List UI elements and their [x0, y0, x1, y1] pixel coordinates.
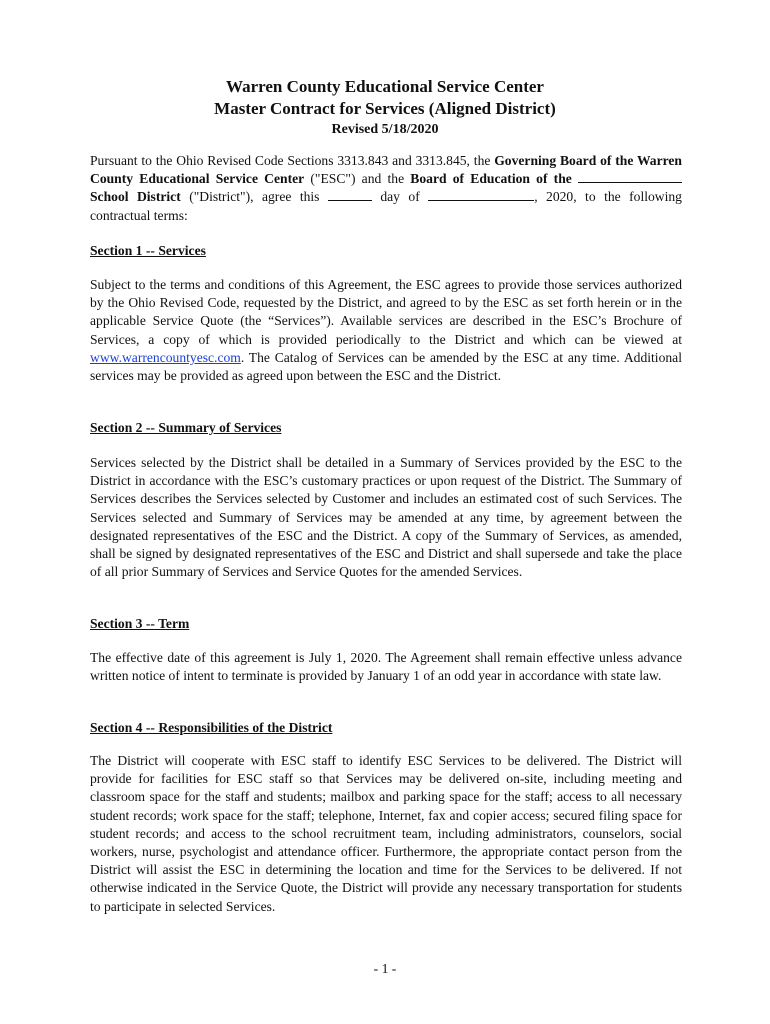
- section-3-text: The effective date of this agreement is July 1, 2020. The Agreement shall remain effective unless advance written notice of intent to terminate is provided by January 1 of an odd year in accordance with state law.: [90, 650, 682, 684]
- revision-date: Revised 5/18/2020: [331, 122, 439, 137]
- intro-paragraph: [90, 152, 682, 225]
- document-subtitle: Master Contract for Services (Aligned District): [214, 99, 556, 118]
- section-2-text: Services selected by the District shall be detailed in a Summary of Services provided by the ESC to the District in accordance with the ESC’s customary practices or upon request of the District. The Summary of Services describes the Services selected by Customer and includes an estimated cost of such Services. The Services selected and Summary of Services may be amended at any time, by agreement between the designated representatives of the ESC and the District. A copy of the Summary of Services, as amended, shall be signed by designated representatives of the ESC and District and shall supersede and take the place of all prior Summary of Services and Service Quotes for the amended Services.: [90, 455, 682, 580]
- section-1-heading: Section 1 -- Services: [90, 243, 206, 258]
- section-3-heading: Section 3 -- Term: [90, 616, 190, 631]
- document-title: Warren County Educational Service Center: [226, 77, 544, 96]
- document-header: [0, 76, 770, 140]
- intro-text: Pursuant to the Ohio Revised Code Sections 3313.843 and 3313.845, the: [90, 153, 495, 168]
- section-4-text: The District will cooperate with ESC staff to identify ESC Services to be delivered. The District will provide for facilities for ESC staff so that Services may be delivered on-site, including meeting and classroom space for the staff and students; mailbox and parking space for the staff; access to all necessary student records; work space for the staff; telephone, Internet, fax and copier access; secured filing space for student records; and access to the school recruitment team, including administrators, counselors, social workers, nurse, psychologist and attendance officer. Furthermore, the appropriate contact person from the District will assist the ESC in determining the location and time for the Services to be delivered. If not otherwise indicated in the Service Quote, the District will provide any necessary transportation for students to participate in selected Services.: [90, 753, 682, 914]
- intro-text: ("ESC") and the: [304, 171, 411, 187]
- section-4-heading: Section 4 -- Responsibilities of the District: [90, 720, 333, 735]
- intro-bold-district-board: Board of Education of the: [410, 171, 572, 187]
- section-1-text: Subject to the terms and conditions of this Agreement, the ESC agrees to provide those services authorized by the Ohio Revised Code, requested by the District, and agreed to by the ESC as set forth herein or in the applicable Service Quote (the “Services”). Available services are described in the ESC’s Brochure of Services, a copy of which is provided periodically to the District and which can be viewed at www.warrencountyesc.com. The Catalog of Services can be amended by the ESC at any time. Additional services may be provided as agreed upon between the ESC and the District.: [90, 277, 682, 384]
- day-blank[interactable]: [328, 188, 372, 201]
- section-2-heading: Section 2 -- Summary of Services: [90, 420, 282, 435]
- esc-website-link[interactable]: www.warrencountyesc.com: [90, 349, 241, 365]
- intro-text: ("District"), agree this: [180, 189, 328, 205]
- intro-text: day of: [371, 189, 429, 205]
- month-blank[interactable]: [428, 188, 534, 201]
- district-name-blank[interactable]: [578, 170, 682, 183]
- page-number: - 1 -: [373, 961, 397, 976]
- intro-text: , 2020, to the following contractual terms:: [90, 189, 682, 223]
- intro-bold-school-district: School District: [90, 189, 181, 205]
- intro-bold-esc-board: Governing Board of the Warren County Educational Service Center: [90, 153, 682, 187]
